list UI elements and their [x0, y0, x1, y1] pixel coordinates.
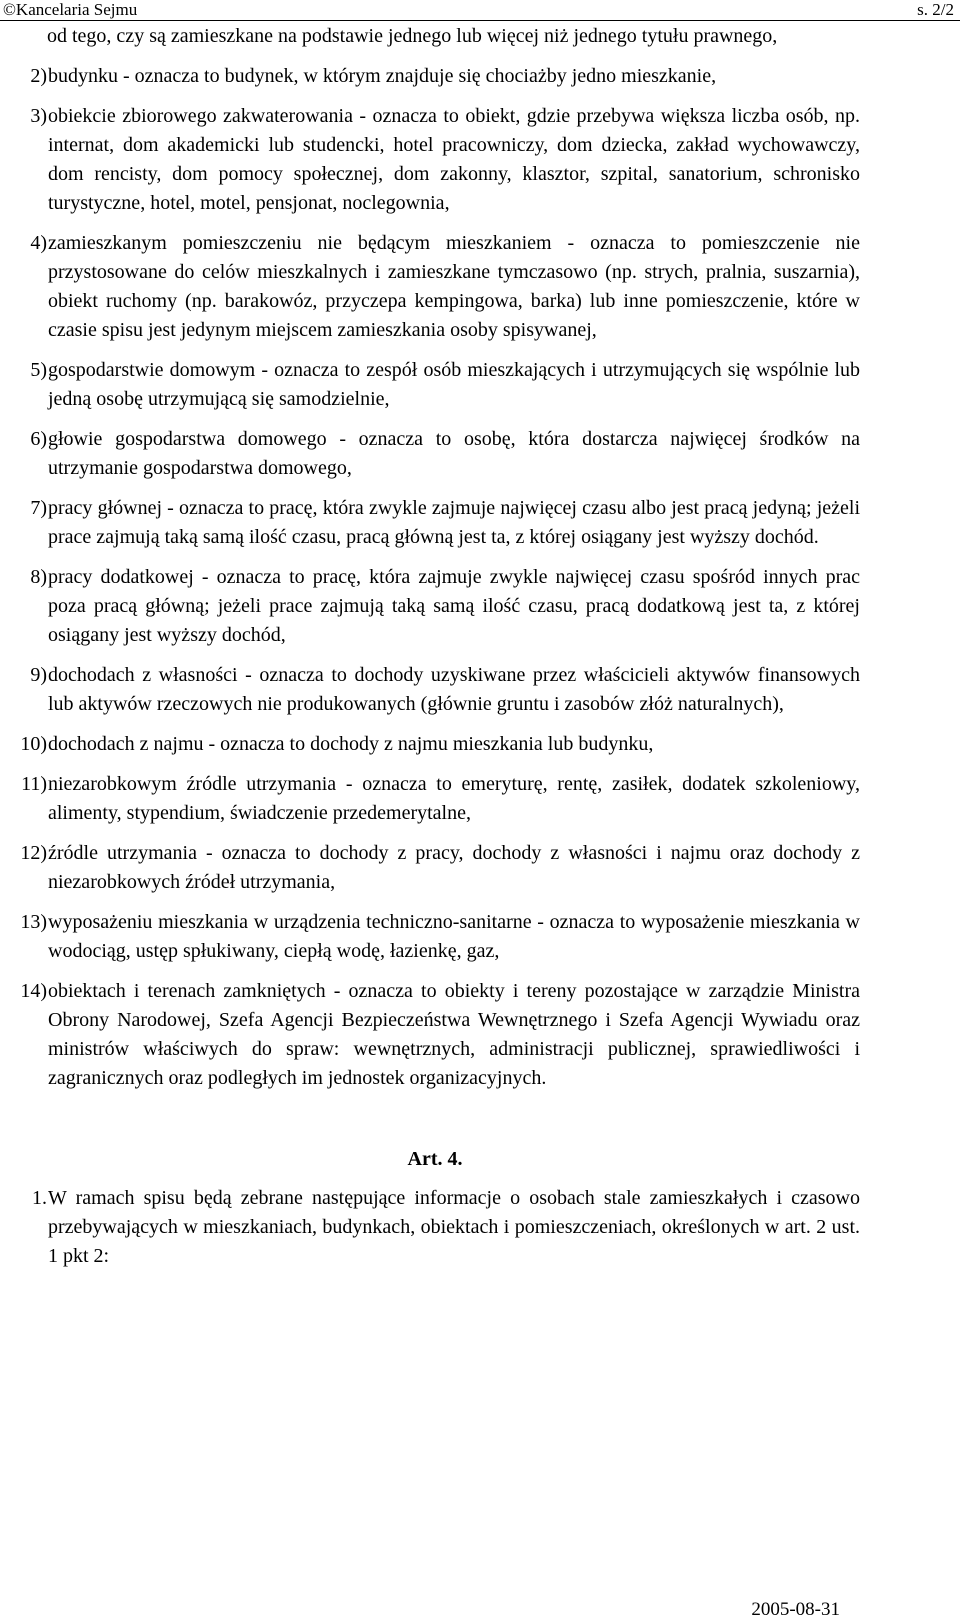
header-copyright: ©Kancelaria Sejmu — [3, 0, 138, 19]
list-item — [10, 977, 860, 1093]
list-item — [10, 908, 860, 966]
item-text: budynku - oznacza to budynek, w którym znajduje się chociażby jedno mieszkanie, — [48, 65, 717, 87]
document-body — [10, 22, 860, 1282]
item-number: 14) — [20, 980, 47, 1002]
item-text: dochodach z najmu - oznacza to dochody z najmu mieszkania lub budynku, — [48, 733, 654, 755]
item-number: 3) — [30, 105, 47, 127]
item-number: 8) — [30, 566, 47, 588]
item-number: 10) — [20, 733, 47, 755]
item-text: zamieszkanym pomieszczeniu nie będącym mieszkaniem - oznacza to pomieszczenie nie przystosowane do celów mieszkalnych i zamieszkane tymczasowo (np. strych, pralnia, suszarnia), obiekt ruchomy (np. barakowóz, przyczepa kempingowa, barka) lub inne pomieszczenie, które w czasie spisu jest jedynym miejscem zamieszkania osoby spisywanej, — [48, 232, 860, 341]
item-number: 7) — [30, 497, 47, 519]
definition-list — [10, 62, 860, 1093]
item-text: pracy dodatkowej - oznacza to pracę, która zajmuje zwykle najwięcej czasu spośród innych prac poza pracą główną; jeżeli prace zajmują taką samą ilość czasu, pracą dodatkową jest ta, z której osiągany jest wyższy dochód, — [48, 566, 860, 646]
item-number: 12) — [20, 842, 47, 864]
list-item — [10, 839, 860, 897]
item-text: źródle utrzymania - oznacza to dochody z pracy, dochody z własności i najmu oraz dochody z niezarobkowych źródeł utrzymania, — [48, 842, 860, 893]
item-number: 4) — [30, 232, 47, 254]
list-item — [10, 229, 860, 345]
footer-date: 2005-08-31 — [751, 1599, 840, 1620]
list-item — [10, 62, 860, 91]
list-item — [10, 661, 860, 719]
list-item — [10, 770, 860, 828]
item-number: 2) — [30, 65, 47, 87]
item-number: 9) — [30, 664, 47, 686]
list-item — [10, 730, 860, 759]
article-title: Art. 4. — [407, 1148, 463, 1170]
item-number: 5) — [30, 359, 47, 381]
header-page-number: s. 2/2 — [917, 0, 954, 19]
item-text: gospodarstwie domowym - oznacza to zespół osób mieszkających i utrzymujących się wspólnie lub jedną osobę utrzymującą się samodzielnie, — [48, 359, 860, 410]
list-item — [10, 494, 860, 552]
item-text: wyposażeniu mieszkania w urządzenia techniczno-sanitarne - oznacza to wyposażenie mieszkania w wodociąg, ustęp spłukiwany, ciepłą wodę, łazienkę, gaz, — [48, 911, 860, 962]
item-text: pracy głównej - oznacza to pracę, która zwykle zajmuje najwięcej czasu albo jest pracą jedyną; jeżeli prace zajmują taką samą ilość czasu, pracą główną jest ta, z której osiągany jest wyższy dochód. — [48, 497, 860, 548]
item-text: niezarobkowym źródle utrzymania - oznacza to emeryturę, rentę, zasiłek, dodatek szkoleniowy, alimenty, stypendium, świadczenie przedemerytalne, — [48, 773, 860, 824]
item-text: głowie gospodarstwa domowego - oznacza to osobę, która dostarcza najwięcej środków na utrzymanie gospodarstwa domowego, — [48, 428, 860, 479]
header-rule — [0, 20, 960, 21]
item-text: dochodach z własności - oznacza to dochody uzyskiwane przez właścicieli aktywów finansowych lub aktywów rzeczowych nie produkowanych (głównie gruntu i zasobów złóż naturalnych), — [48, 664, 860, 715]
list-item — [10, 102, 860, 218]
article-paragraph — [10, 1184, 860, 1271]
item-text: obiektach i terenach zamkniętych - oznacza to obiekty i tereny pozostające w zarządzie Ministra Obrony Narodowej, Szefa Agencji Bezpieczeństwa Wewnętrznego i Szefa Agencji Wywiadu oraz ministrów właściwych do spraw: wewnętrznych, administracji publicznej, sprawiedliwości i zagranicznych oraz podległych im jednostek organizacyjnych. — [48, 980, 860, 1089]
item-number: 13) — [20, 911, 47, 933]
paragraph-number: 1. — [32, 1187, 47, 1209]
item-number: 6) — [30, 428, 47, 450]
list-item — [10, 356, 860, 414]
list-item — [10, 563, 860, 650]
continued-paragraph: od tego, czy są zamieszkane na podstawie jednego lub więcej niż jednego tytułu prawnego, — [47, 25, 778, 47]
item-text: obiekcie zbiorowego zakwaterowania - oznacza to obiekt, gdzie przebywa większa liczba osób, np. internat, dom akademicki lub studencki, hotel pracowniczy, dom dziecka, zakład wychowawczy, dom rencisty, dom pomocy społecznej, dom zakonny, klasztor, szpital, sanatorium, schronisko turystyczne, hotel, motel, pensjonat, noclegownia, — [48, 105, 860, 214]
item-number: 11) — [21, 773, 47, 795]
paragraph-text: W ramach spisu będą zebrane następujące informacje o osobach stale zamieszkałych i czasowo przebywających w mieszkaniach, budynkach, obiektach i pomieszczeniach, określonych w art. 2 ust. 1 pkt 2: — [48, 1187, 860, 1267]
list-item — [10, 425, 860, 483]
